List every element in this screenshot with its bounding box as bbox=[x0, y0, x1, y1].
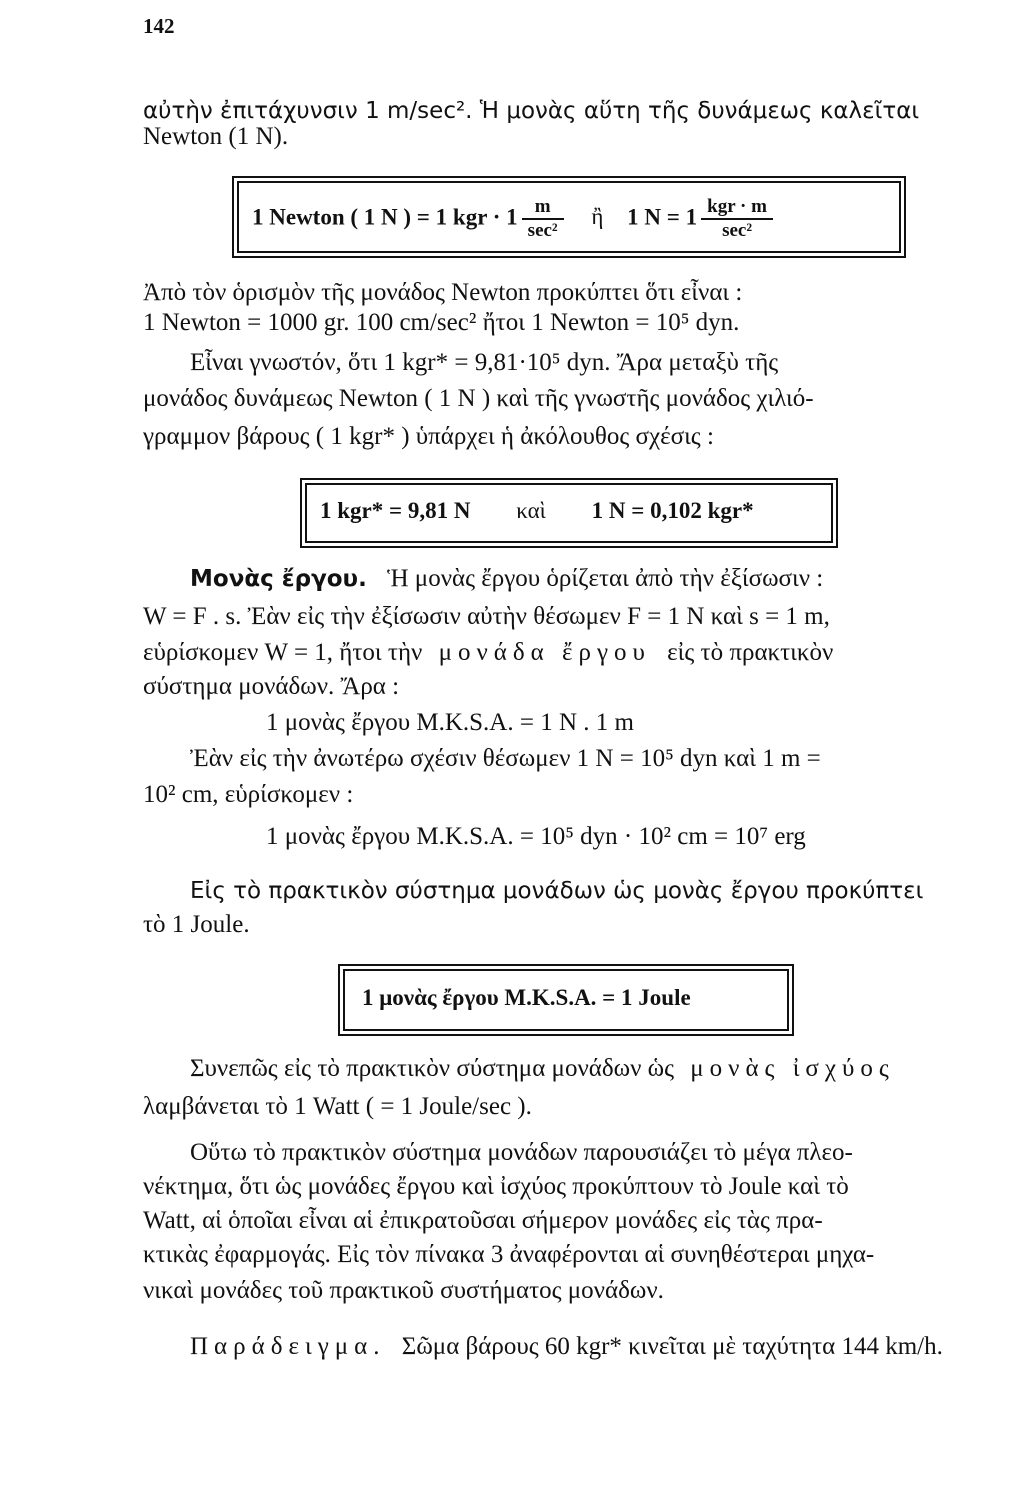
text-line: Ἀπὸ τὸν ὁρισμὸν τῆς μονάδος Newton προκύπτει ὅτι εἶναι : bbox=[143, 279, 743, 306]
text-line: νικαὶ μονάδες τοῦ πρακτικοῦ συστήματος μονάδων. bbox=[143, 1277, 664, 1304]
fraction-kgr-m-per-sec2: $\frac{\text{kgr · m}}{\text{sec²}}$ bbox=[701, 196, 773, 242]
text-line bbox=[190, 1332, 943, 1362]
text-line: Watt, αἱ ὁποῖαι εἶναι αἱ ἐπικρατοῦσαι σήμερον μονάδες εἰς τὰς πρα- bbox=[143, 1207, 823, 1234]
formula-kgr-b: 1 N = 0,102 kgr* bbox=[591, 498, 754, 523]
text-line bbox=[190, 564, 823, 594]
text-line: Newton (1 N). bbox=[143, 123, 289, 150]
text-line: σύστημα μονάδων. Ἄρα : bbox=[143, 673, 400, 700]
text-line: κτικὰς ἐφαρμογάς. Εἰς τὸν πίνακα 3 ἀναφέρονται αἱ συνηθέστεραι μηχα- bbox=[143, 1241, 875, 1268]
emphasis-unit-of-work: μονάδα ἔργου bbox=[438, 639, 651, 666]
formula-newton bbox=[252, 196, 777, 242]
formula-box-newton bbox=[232, 176, 906, 258]
formula-joule: 1 μονὰς ἔργου M.K.S.A. = 1 Joule bbox=[362, 985, 691, 1010]
text-line: Ἐὰν εἰς τὴν ἀνωτέρω σχέσιν θέσωμεν 1 N = 10⁵ dyn καὶ 1 m = bbox=[190, 745, 821, 772]
text-line: Εἰς τὸ πρακτικὸν σύστημα μονάδων ὡς μονὰς ἔργου προκύπτει bbox=[190, 878, 924, 904]
formula-box-kgr bbox=[300, 478, 838, 548]
equation-line: 1 μονὰς ἔργου M.K.S.A. = 10⁵ dyn · 10² cm = 10⁷ erg bbox=[266, 823, 806, 850]
section-heading-work: Μονὰς ἔργου. bbox=[190, 566, 367, 592]
formula-kgr bbox=[320, 498, 754, 524]
text-line: λαμβάνεται τὸ 1 Watt ( = 1 Joule/sec ). bbox=[143, 1093, 532, 1120]
text-line bbox=[143, 638, 833, 668]
text-line-rest: Σῶμα βάρους 60 kgr* κινεῖται μὲ ταχύτητα 144 km/h. bbox=[401, 1333, 943, 1360]
fraction-m-per-sec2: $\frac{m}{\text{sec²}}$ bbox=[522, 196, 564, 242]
text-line: Οὕτω τὸ πρακτικὸν σύστημα μονάδων παρουσιάζει τὸ μέγα πλεο- bbox=[190, 1139, 853, 1166]
text-line-a: εὑρίσκομεν W = 1, ἤτοι τὴν bbox=[143, 639, 423, 666]
text-line: W = F . s. Ἐὰν εἰς τὴν ἐξίσωσιν αὐτὴν θέσωμεν F = 1 N καὶ s = 1 m, bbox=[143, 603, 830, 630]
text-line bbox=[190, 1054, 895, 1084]
text-line: Εἶναι γνωστόν, ὅτι 1 kgr* = 9,81·10⁵ dyn. Ἄρα μεταξὺ τῆς bbox=[190, 349, 779, 376]
formula-box-joule bbox=[338, 964, 794, 1036]
formula-newton-mid: 1 N = 1 bbox=[627, 204, 698, 230]
emphasis-unit-of-power: μονὰς ἰσχύος bbox=[690, 1055, 895, 1082]
text-line: γραμμον βάρους ( 1 kgr* ) ὑπάρχει ἡ ἀκόλουθος σχέσις : bbox=[143, 423, 714, 450]
formula-or: ἢ bbox=[591, 204, 604, 230]
text-line: νέκτημα, ὅτι ὡς μονάδες ἔργου καὶ ἰσχύος προκύπτουν τὸ Joule καὶ τὸ bbox=[143, 1173, 849, 1200]
text-line: αὐτὴν ἐπιτάχυνσιν 1 m/sec². Ἡ μονὰς αὕτη τῆς δυνάμεως καλεῖται bbox=[143, 98, 920, 124]
page-number: 142 bbox=[143, 14, 175, 38]
formula-kgr-a: 1 kgr* = 9,81 N bbox=[320, 498, 471, 523]
text-line-a: Συνεπῶς εἰς τὸ πρακτικὸν σύστημα μονάδων ὡς bbox=[190, 1055, 674, 1082]
text-line: τὸ 1 Joule. bbox=[143, 911, 250, 938]
text-line: μονάδος δυνάμεως Newton ( 1 N ) καὶ τῆς γνωστῆς μονάδος χιλιό- bbox=[143, 385, 814, 412]
text-line-b: εἰς τὸ πρακτικὸν bbox=[667, 639, 834, 666]
text-line-rest: Ἡ μονὰς ἔργου ὁρίζεται ἀπὸ τὴν ἐξίσωσιν : bbox=[387, 565, 824, 592]
text-line: 10² cm, εὑρίσκομεν : bbox=[143, 781, 354, 808]
formula-newton-left: 1 Newton ( 1 N ) = 1 kgr · 1 bbox=[252, 204, 518, 230]
text-line: 1 Newton = 1000 gr. 100 cm/sec² ἤτοι 1 Newton = 10⁵ dyn. bbox=[143, 309, 740, 336]
example-label: Παράδειγμα. bbox=[190, 1333, 386, 1360]
equation-line: 1 μονὰς ἔργου M.K.S.A. = 1 N . 1 m bbox=[266, 709, 634, 736]
formula-and: καὶ bbox=[516, 498, 546, 523]
